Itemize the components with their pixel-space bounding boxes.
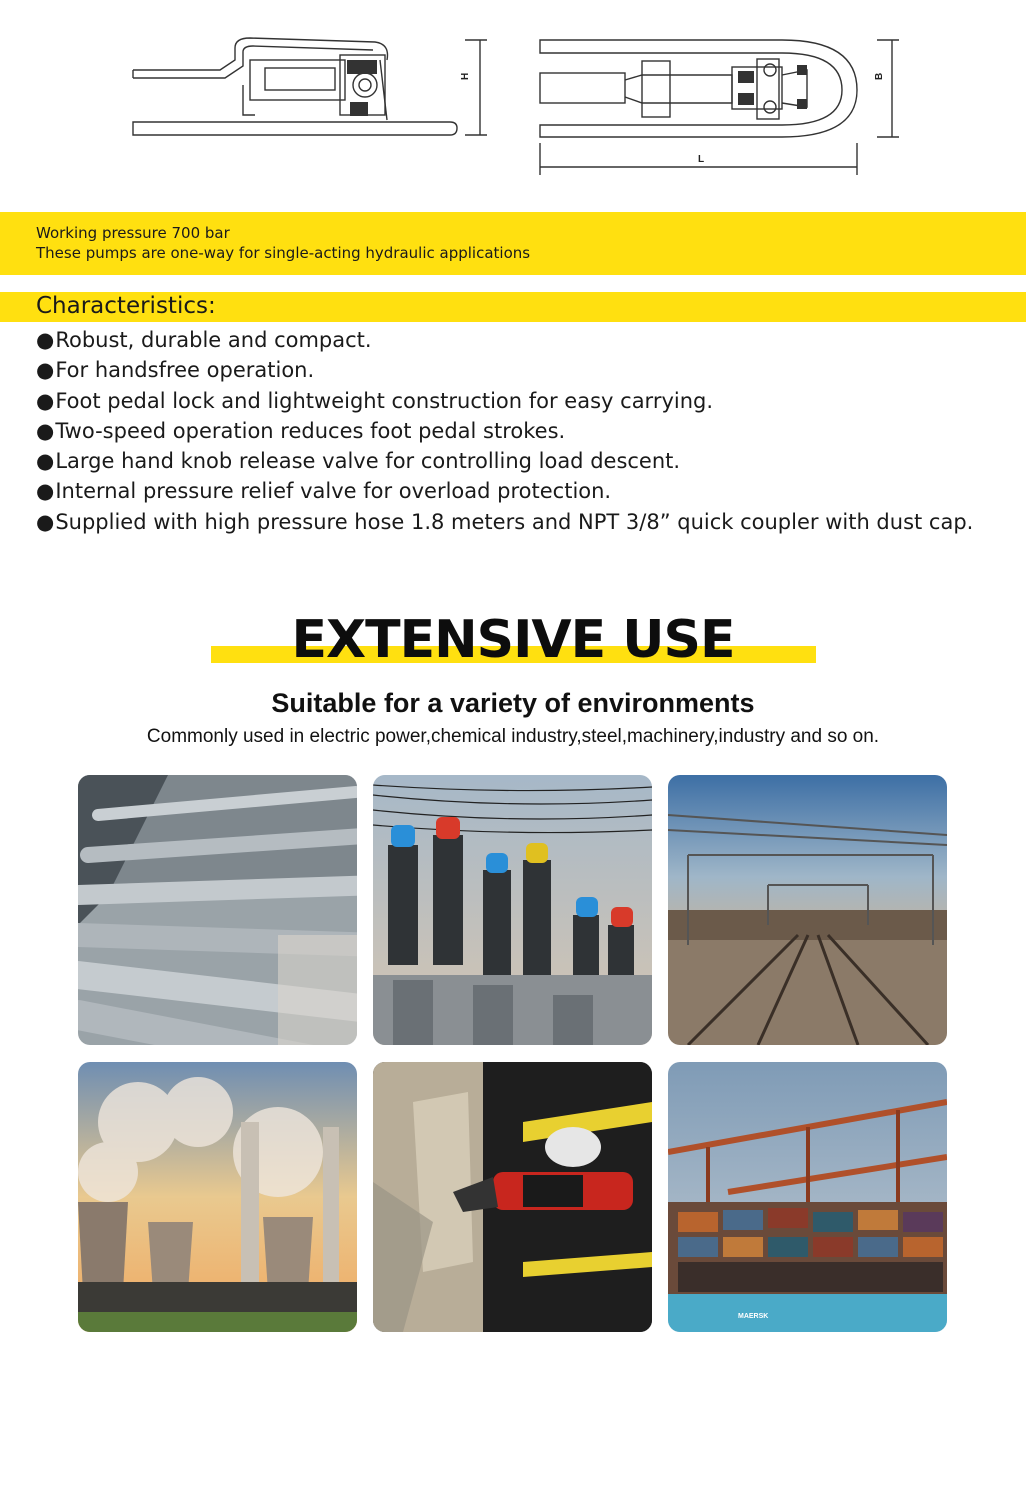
specs-banner bbox=[0, 212, 1026, 275]
list-item bbox=[36, 325, 1016, 355]
bullet-icon: ● bbox=[36, 358, 55, 383]
bullet-icon: ● bbox=[36, 449, 55, 474]
photo-railway-tracks bbox=[668, 775, 947, 1045]
characteristic-text: Foot pedal lock and lightweight construction for easy carrying. bbox=[55, 388, 714, 413]
characteristic-text: Internal pressure relief valve for overload protection. bbox=[55, 479, 612, 504]
list-item bbox=[36, 355, 1016, 385]
technical-drawings bbox=[0, 0, 1026, 200]
side-view-drawing bbox=[125, 30, 495, 145]
photo-rescue-cutter bbox=[373, 1062, 652, 1332]
characteristic-text: Supplied with high pressure hose 1.8 meters and NPT 3/8” quick coupler with dust cap. bbox=[55, 509, 974, 534]
characteristics-list bbox=[36, 325, 1016, 537]
ship-name-text: MAERSK bbox=[738, 1313, 769, 1320]
dim-label-height: H bbox=[460, 72, 471, 80]
working-pressure-text: Working pressure 700 bar bbox=[36, 224, 230, 242]
extensive-use-description: Commonly used in electric power,chemical industry,steel,machinery,industry and so on. bbox=[146, 726, 880, 747]
list-item bbox=[36, 416, 1016, 446]
list-item bbox=[36, 507, 1016, 537]
list-item bbox=[36, 446, 1016, 476]
list-item bbox=[36, 386, 1016, 416]
bullet-icon: ● bbox=[36, 509, 55, 534]
extensive-use-subtitle: Suitable for a variety of environments bbox=[271, 688, 755, 718]
dim-label-length: L bbox=[698, 154, 705, 165]
characteristic-text: Two-speed operation reduces foot pedal strokes. bbox=[55, 418, 566, 443]
pump-type-text: These pumps are one-way for single-acting hydraulic applications bbox=[36, 244, 531, 262]
bullet-icon: ● bbox=[36, 388, 55, 413]
photo-power-substation bbox=[373, 775, 652, 1045]
list-item bbox=[36, 476, 1016, 506]
characteristic-text: For handsfree operation. bbox=[55, 358, 315, 383]
bullet-icon: ● bbox=[36, 328, 55, 352]
extensive-use-heading: EXTENSIVE USE bbox=[291, 610, 735, 670]
characteristic-text: Large hand knob release valve for controlling load descent. bbox=[55, 449, 681, 474]
bullet-icon: ● bbox=[36, 418, 55, 443]
photo-container-port bbox=[668, 1062, 947, 1332]
extensive-use-section bbox=[0, 608, 1026, 668]
dim-label-width: B bbox=[874, 72, 885, 80]
photo-power-plant bbox=[78, 1062, 357, 1332]
characteristic-text: Robust, durable and compact. bbox=[55, 328, 372, 352]
photo-steel-pipes bbox=[78, 775, 357, 1045]
bullet-icon: ● bbox=[36, 479, 55, 504]
characteristics-header bbox=[0, 292, 1026, 322]
top-view-drawing bbox=[532, 35, 902, 180]
characteristics-title: Characteristics: bbox=[36, 293, 216, 319]
